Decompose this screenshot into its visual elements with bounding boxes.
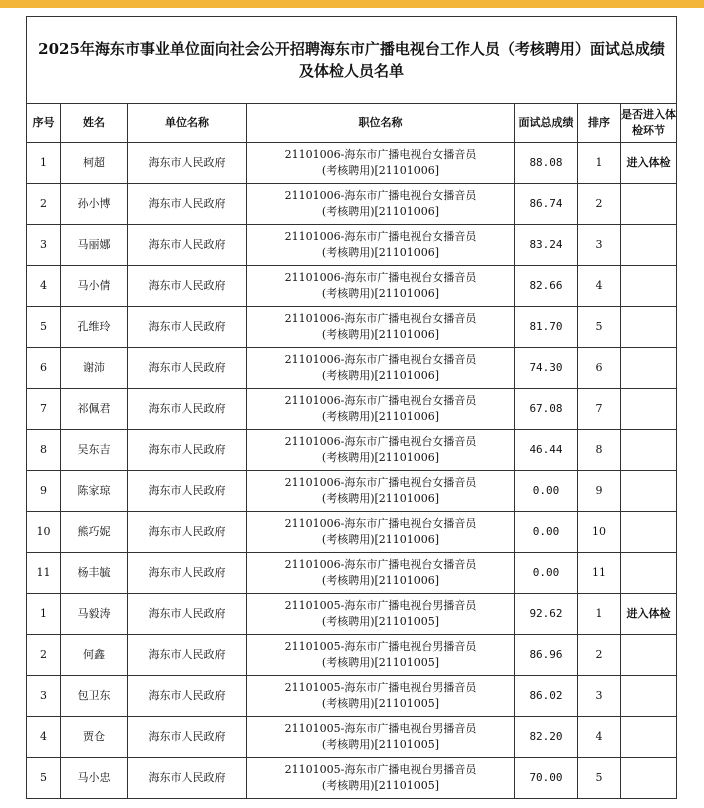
table-row xyxy=(27,635,677,676)
cell-unit: 海东市人民政府 xyxy=(128,676,247,717)
cell-unit: 海东市人民政府 xyxy=(128,184,247,225)
cell-rank: 9 xyxy=(578,471,621,512)
table-row xyxy=(27,266,677,307)
cell-name: 马丽娜 xyxy=(61,225,128,266)
cell-index: 2 xyxy=(27,635,61,676)
cell-score: 46.44 xyxy=(515,430,578,471)
cell-name: 包卫东 xyxy=(61,676,128,717)
cell-unit: 海东市人民政府 xyxy=(128,348,247,389)
cell-score: 83.24 xyxy=(515,225,578,266)
cell-name: 杨丰毓 xyxy=(61,553,128,594)
cell-name: 何鑫 xyxy=(61,635,128,676)
position-line-1: 21101006-海东市广播电视台女播音员 xyxy=(284,476,477,489)
cell-medical xyxy=(621,184,677,225)
cell-position xyxy=(247,594,515,635)
cell-medical xyxy=(621,512,677,553)
table-row xyxy=(27,717,677,758)
results-sheet xyxy=(26,16,676,799)
position-line-1: 21101006-海东市广播电视台女播音员 xyxy=(284,394,477,407)
table-row xyxy=(27,676,677,717)
cell-position xyxy=(247,676,515,717)
cell-position xyxy=(247,225,515,266)
table-row xyxy=(27,758,677,799)
cell-medical xyxy=(621,758,677,799)
cell-score: 0.00 xyxy=(515,471,578,512)
cell-position xyxy=(247,758,515,799)
position-line-1: 21101005-海东市广播电视台男播音员 xyxy=(284,763,477,776)
position-line-1: 21101006-海东市广播电视台女播音员 xyxy=(284,435,477,448)
cell-unit: 海东市人民政府 xyxy=(128,471,247,512)
cell-unit: 海东市人民政府 xyxy=(128,430,247,471)
cell-rank: 1 xyxy=(578,143,621,184)
cell-index: 4 xyxy=(27,717,61,758)
position-line-2: (考核聘用)[21101006] xyxy=(321,533,440,546)
cell-position xyxy=(247,430,515,471)
cell-name: 孔维玲 xyxy=(61,307,128,348)
table-row xyxy=(27,389,677,430)
cell-score: 86.02 xyxy=(515,676,578,717)
position-line-1: 21101005-海东市广播电视台男播音员 xyxy=(284,599,477,612)
cell-rank: 3 xyxy=(578,225,621,266)
cell-medical xyxy=(621,307,677,348)
cell-name: 祁佩君 xyxy=(61,389,128,430)
cell-name: 贾仓 xyxy=(61,717,128,758)
cell-index: 1 xyxy=(27,143,61,184)
cell-score: 86.96 xyxy=(515,635,578,676)
cell-index: 7 xyxy=(27,389,61,430)
position-line-2: (考核聘用)[21101006] xyxy=(321,287,440,300)
position-line-1: 21101005-海东市广播电视台男播音员 xyxy=(284,640,477,653)
cell-position xyxy=(247,553,515,594)
position-line-2: (考核聘用)[21101006] xyxy=(321,410,440,423)
position-line-2: (考核聘用)[21101005] xyxy=(321,779,440,792)
cell-medical xyxy=(621,389,677,430)
table-row xyxy=(27,307,677,348)
position-line-1: 21101006-海东市广播电视台女播音员 xyxy=(284,271,477,284)
table-row xyxy=(27,594,677,635)
position-line-2: (考核聘用)[21101006] xyxy=(321,574,440,587)
cell-unit: 海东市人民政府 xyxy=(128,266,247,307)
cell-rank: 4 xyxy=(578,266,621,307)
cell-unit: 海东市人民政府 xyxy=(128,717,247,758)
position-line-1: 21101006-海东市广播电视台女播音员 xyxy=(284,517,477,530)
cell-position xyxy=(247,389,515,430)
cell-position xyxy=(247,184,515,225)
cell-index: 3 xyxy=(27,676,61,717)
cell-name: 马小倩 xyxy=(61,266,128,307)
position-line-2: (考核聘用)[21101006] xyxy=(321,246,440,259)
cell-index: 1 xyxy=(27,594,61,635)
cell-rank: 11 xyxy=(578,553,621,594)
cell-score: 82.20 xyxy=(515,717,578,758)
cell-position xyxy=(247,717,515,758)
cell-index: 9 xyxy=(27,471,61,512)
cell-medical: 进入体检 xyxy=(621,143,677,184)
cell-index: 11 xyxy=(27,553,61,594)
table-row xyxy=(27,225,677,266)
cell-rank: 2 xyxy=(578,635,621,676)
table-body xyxy=(27,143,677,799)
cell-index: 10 xyxy=(27,512,61,553)
header-medical: 是否进入体检环节 xyxy=(621,104,677,143)
cell-rank: 5 xyxy=(578,307,621,348)
cell-unit: 海东市人民政府 xyxy=(128,758,247,799)
cell-score: 0.00 xyxy=(515,512,578,553)
cell-rank: 5 xyxy=(578,758,621,799)
cell-medical xyxy=(621,348,677,389)
cell-medical xyxy=(621,635,677,676)
cell-name: 马小忠 xyxy=(61,758,128,799)
table-row xyxy=(27,430,677,471)
position-line-2: (考核聘用)[21101005] xyxy=(321,656,440,669)
cell-score: 88.08 xyxy=(515,143,578,184)
cell-rank: 2 xyxy=(578,184,621,225)
header-index: 序号 xyxy=(27,104,61,143)
cell-medical xyxy=(621,225,677,266)
cell-score: 86.74 xyxy=(515,184,578,225)
position-line-1: 21101005-海东市广播电视台男播音员 xyxy=(284,681,477,694)
cell-rank: 3 xyxy=(578,676,621,717)
table-row xyxy=(27,348,677,389)
cell-position xyxy=(247,512,515,553)
cell-name: 柯超 xyxy=(61,143,128,184)
cell-position xyxy=(247,348,515,389)
position-line-1: 21101006-海东市广播电视台女播音员 xyxy=(284,558,477,571)
cell-unit: 海东市人民政府 xyxy=(128,512,247,553)
cell-medical xyxy=(621,676,677,717)
cell-rank: 4 xyxy=(578,717,621,758)
position-line-2: (考核聘用)[21101006] xyxy=(321,492,440,505)
header-score: 面试总成绩 xyxy=(515,104,578,143)
position-line-1: 21101005-海东市广播电视台男播音员 xyxy=(284,722,477,735)
cell-name: 吴东吉 xyxy=(61,430,128,471)
cell-unit: 海东市人民政府 xyxy=(128,635,247,676)
cell-rank: 7 xyxy=(578,389,621,430)
cell-index: 5 xyxy=(27,307,61,348)
cell-position xyxy=(247,266,515,307)
table-row xyxy=(27,553,677,594)
cell-position xyxy=(247,143,515,184)
cell-medical: 进入体检 xyxy=(621,594,677,635)
cell-medical xyxy=(621,717,677,758)
position-line-2: (考核聘用)[21101006] xyxy=(321,164,440,177)
cell-rank: 10 xyxy=(578,512,621,553)
header-name: 姓名 xyxy=(61,104,128,143)
cell-score: 82.66 xyxy=(515,266,578,307)
table-header-row xyxy=(27,104,677,143)
header-unit: 单位名称 xyxy=(128,104,247,143)
position-line-1: 21101006-海东市广播电视台女播音员 xyxy=(284,353,477,366)
results-table xyxy=(26,16,677,799)
cell-index: 2 xyxy=(27,184,61,225)
position-line-2: (考核聘用)[21101006] xyxy=(321,451,440,464)
cell-position xyxy=(247,307,515,348)
cell-medical xyxy=(621,430,677,471)
header-position: 职位名称 xyxy=(247,104,515,143)
position-line-2: (考核聘用)[21101005] xyxy=(321,697,440,710)
cell-unit: 海东市人民政府 xyxy=(128,143,247,184)
cell-score: 92.62 xyxy=(515,594,578,635)
cell-medical xyxy=(621,553,677,594)
cell-position xyxy=(247,635,515,676)
position-line-2: (考核聘用)[21101006] xyxy=(321,369,440,382)
table-row xyxy=(27,512,677,553)
cell-position xyxy=(247,471,515,512)
cell-score: 0.00 xyxy=(515,553,578,594)
cell-rank: 8 xyxy=(578,430,621,471)
table-row xyxy=(27,184,677,225)
cell-score: 81.70 xyxy=(515,307,578,348)
top-accent-bar xyxy=(0,0,704,8)
cell-score: 67.08 xyxy=(515,389,578,430)
cell-name: 孙小博 xyxy=(61,184,128,225)
cell-index: 5 xyxy=(27,758,61,799)
header-rank: 排序 xyxy=(578,104,621,143)
cell-index: 8 xyxy=(27,430,61,471)
cell-medical xyxy=(621,266,677,307)
cell-rank: 1 xyxy=(578,594,621,635)
position-line-2: (考核聘用)[21101006] xyxy=(321,328,440,341)
position-line-1: 21101006-海东市广播电视台女播音员 xyxy=(284,189,477,202)
position-line-1: 21101006-海东市广播电视台女播音员 xyxy=(284,148,477,161)
cell-medical xyxy=(621,471,677,512)
cell-unit: 海东市人民政府 xyxy=(128,594,247,635)
cell-name: 熊巧妮 xyxy=(61,512,128,553)
position-line-2: (考核聘用)[21101005] xyxy=(321,615,440,628)
position-line-2: (考核聘用)[21101006] xyxy=(321,205,440,218)
position-line-1: 21101006-海东市广播电视台女播音员 xyxy=(284,312,477,325)
table-row xyxy=(27,471,677,512)
cell-index: 4 xyxy=(27,266,61,307)
position-line-1: 21101006-海东市广播电视台女播音员 xyxy=(284,230,477,243)
cell-rank: 6 xyxy=(578,348,621,389)
cell-unit: 海东市人民政府 xyxy=(128,553,247,594)
cell-unit: 海东市人民政府 xyxy=(128,389,247,430)
cell-index: 6 xyxy=(27,348,61,389)
position-line-2: (考核聘用)[21101005] xyxy=(321,738,440,751)
cell-unit: 海东市人民政府 xyxy=(128,225,247,266)
table-row xyxy=(27,143,677,184)
page-title: 2025年海东市事业单位面向社会公开招聘海东市广播电视台工作人员（考核聘用）面试总成绩及体检人员名单 xyxy=(27,17,677,104)
cell-name: 谢沛 xyxy=(61,348,128,389)
cell-index: 3 xyxy=(27,225,61,266)
cell-unit: 海东市人民政府 xyxy=(128,307,247,348)
cell-score: 70.00 xyxy=(515,758,578,799)
cell-name: 马毅涛 xyxy=(61,594,128,635)
cell-score: 74.30 xyxy=(515,348,578,389)
cell-name: 陈家琼 xyxy=(61,471,128,512)
